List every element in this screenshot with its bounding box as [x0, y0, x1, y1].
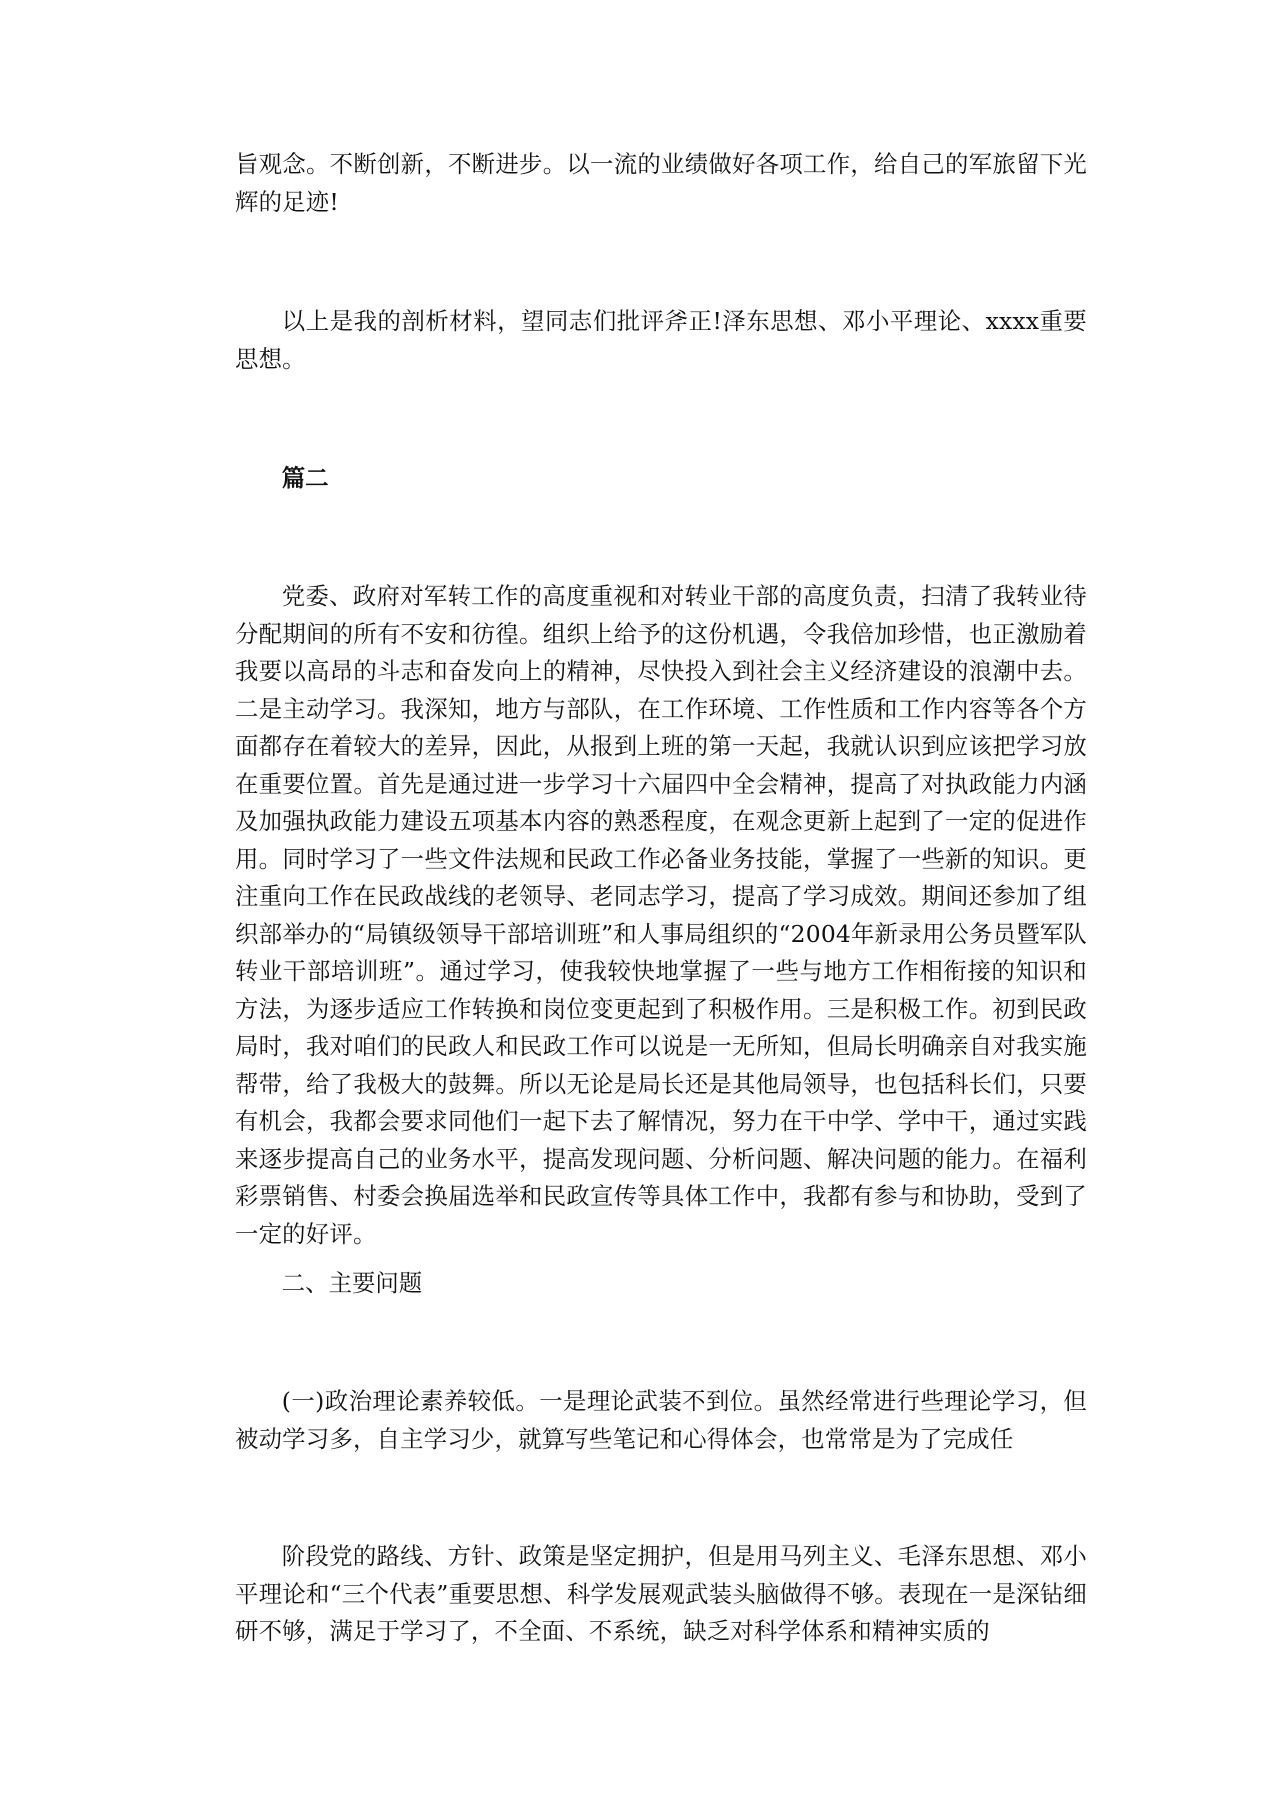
paragraph-work-and-study: 党委、政府对军转工作的高度重视和对转业干部的高度负责，扫清了我转业待分配期间的所有不安和彷徨。组织上给予的这份机遇，令我倍加珍惜，也正激励着我要以高昂的斗志和奋发向上的精神，尽快投入到社会主义经济建设的浪潮中去。二是主动学习。我深知，地方与部队，在工作环境、工作性质和工作内容等各个方面都存在着较大的差异，因此，从报到上班的第一天起，我就认识到应该把学习放在重要位置。首先是通过进一步学习十六届四中全会精神，提高了对执政能力内涵及加强执政能力建设五项基本内容的熟悉程度，在观念更新上起到了一定的促进作用。同时学习了一些文件法规和民政工作必备业务技能，掌握了一些新的知识。更注重向工作在民政战线的老领导、老同志学习，提高了学习成效。期间还参加了组织部举办的“局镇级领导干部培训班”和人事局组织的“2004年新录用公务员暨军队转业干部培训班”。通过学习，使我较快地掌握了一些与地方工作相衔接的知识和方法，为逐步适应工作转换和岗位变更起到了积极作用。三是积极工作。初到民政局时，我对咱们的民政人和民政工作可以说是一无所知，但局长明确亲自对我实施帮带，给了我极大的鼓舞。所以无论是局长还是其他局领导，也包括科长们，只要有机会，我都会要求同他们一起下去了解情况，努力在干中学、学中干，通过实践来逐步提高自己的业务水平，提高发现问题、分析问题、解决问题的能力。在福利彩票销售、村委会换届选举和民政宣传等具体工作中，我都有参与和协助，受到了一定的好评。: [235, 582, 1087, 1248]
paragraph-political-theory: (一)政治理论素养较低。一是理论武装不到位。虽然经常进行些理论学习，但被动学习多，自主学习少，就算写些笔记和心得体会，也常常是为了完成任: [235, 1387, 1087, 1453]
paragraph-closing-conclusion: 旨观念。不断创新，不断进步。以一流的业绩做好各项工作，给自己的军旅留下光辉的足迹!: [235, 150, 1087, 216]
paragraph-self-analysis-ending: 以上是我的剖析材料，望同志们批评斧正!泽东思想、邓小平理论、xxxx重要思想。: [235, 307, 1087, 373]
subsection-title: 二、主要问题: [281, 1269, 423, 1297]
section-title: 篇二: [281, 464, 329, 492]
paragraph-party-line: 阶段党的路线、方针、政策是坚定拥护，但是用马列主义、毛泽东思想、邓小平理论和“三个代表”重要思想、科学发展观武装头脑做得不够。表现在一是深钻细研不够，满足于学习了，不全面、不系统，缺乏对科学体系和精神实质的: [235, 1542, 1087, 1645]
